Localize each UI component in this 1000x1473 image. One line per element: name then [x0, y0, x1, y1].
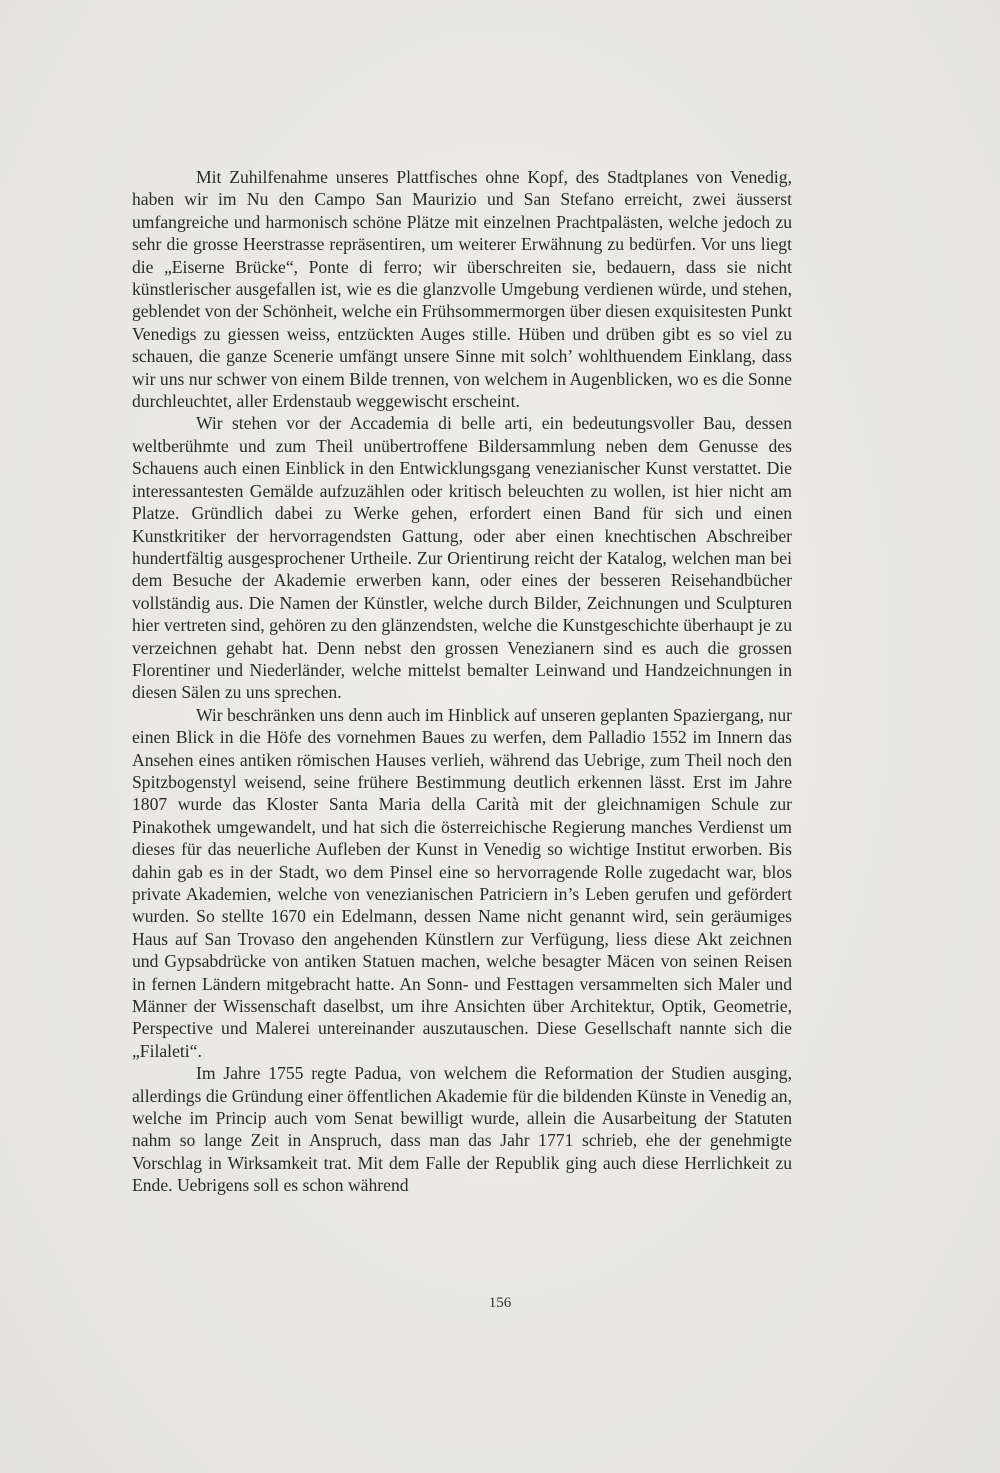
paragraph-1: Mit Zuhilfenahme unseres Plattfisches ohne Kopf, des Stadtplanes von Venedig, haben wir im Nu den Campo San Maurizio und San Stefano erreicht, zwei äusserst umfangreiche und harmonisch schöne Plätze mit einzelnen Prachtpalästen, welche jedoch zu sehr die grosse Heerstrasse repräsentiren, um weiterer Erwähnung zu bedürfen. Vor uns liegt die „Eiserne Brücke“, Ponte di ferro; wir überschreiten sie, bedauern, dass sie nicht künstlerischer ausgefallen ist, wie es die glanzvolle Umgebung verdienen würde, und stehen, geblendet von der Schönheit, welche ein Frühsommermorgen über diesen exquisitesten Punkt Venedigs zu giessen weiss, entzückten Auges stille. Hüben und drüben gibt es so viel zu schauen, die ganze Scenerie umfängt unsere Sinne mit solch’ wohlthuendem Einklang, dass wir uns nur schwer von einem Bilde trennen, von welchem in Augenblicken, wo es die Sonne durchleuchtet, aller Erdenstaub weggewischt erscheint.	[132, 167, 792, 412]
page-number: 156	[488, 1295, 512, 1311]
body-text	[132, 166, 792, 1197]
paragraph-3: Wir beschränken uns denn auch im Hinblick auf unseren geplanten Spaziergang, nur einen Blick in die Höfe des vornehmen Baues zu werfen, dem Palladio 1552 im Innern das Ansehen eines antiken römischen Hauses verlieh, während das Uebrige, zum Theil noch den Spitzbogenstyl weisend, seine frühere Bestimmung deutlich erkennen lässt. Erst im Jahre 1807 wurde das Kloster Santa Maria della Carità mit der gleichnamigen Schule zur Pinakothek umgewandelt, und hat sich die österreichische Regierung manches Verdienst um dieses für das neuerliche Aufleben der Kunst in Venedig so wichtige Institut erworben. Bis dahin gab es in der Stadt, wo dem Pinsel eine so hervorragende Rolle zugedacht war, blos private Akademien, welche von venezianischen Patriciern in’s Leben gerufen und gefördert wurden. So stellte 1670 ein Edelmann, dessen Name nicht genannt wird, sein geräumiges Haus auf San Trovaso den angehenden Künstlern zur Verfügung, liess diese Akt zeichnen und Gypsabdrücke von antiken Statuen machen, welche besagter Mäcen von seinen Reisen in fernen Ländern mitgebracht hatte. An Sonn- und Festtagen versammelten sich Maler und Männer der Wissenschaft daselbst, um ihre Ansichten über Architektur, Optik, Geometrie, Perspective und Malerei untereinander auszutauschen. Diese Gesellschaft nannte sich die „Filaleti“.	[132, 704, 792, 1061]
paragraph-4: Im Jahre 1755 regte Padua, von welchem die Reformation der Studien ausging, allerdings die Gründung einer öffentlichen Akademie für die bildenden Künste in Venedig an, welche im Princip auch vom Senat bewilligt wurde, allein die Ausarbeitung der Statuten nahm so lange Zeit in Anspruch, dass man das Jahr 1771 schrieb, ehe der genehmigte Vorschlag in Wirksamkeit trat. Mit dem Falle der Republik ging auch diese Herrlichkeit zu Ende. Uebrigens soll es schon während	[132, 1063, 792, 1196]
paragraph-2: Wir stehen vor der Accademia di belle arti, ein bedeutungsvoller Bau, dessen weltberühmte und zum Theil unübertroffene Bildersammlung neben dem Genusse des Schauens auch einen Einblick in den Entwicklungsgang venezianischer Kunst verstattet. Die interessantesten Gemälde aufzuzählen oder kritisch beleuchten zu wollen, ist hier nicht am Platze. Gründlich dabei zu Werke gehen, erfordert einen Band für sich und einen Kunstkritiker der hervorragendsten Gattung, oder aber einen knechtischen Abschreiber hundertfältig ausgesprochener Urtheile. Zur Orientirung reicht der Katalog, welchen man bei dem Besuche der Akademie erwerben kann, oder eines der besseren Reisehandbücher vollständig aus. Die Namen der Künstler, welche durch Bilder, Zeichnungen und Sculpturen hier vertreten sind, gehören zu den glänzendsten, welche die Kunstgeschichte überhaupt je zu verzeichnen gehabt hat. Denn nebst den grossen Venezianern sind es auch die grossen Florentiner und Niederländer, welche mittelst bemalter Leinwand und Handzeichnungen in diesen Sälen zu uns sprechen.	[132, 413, 792, 703]
